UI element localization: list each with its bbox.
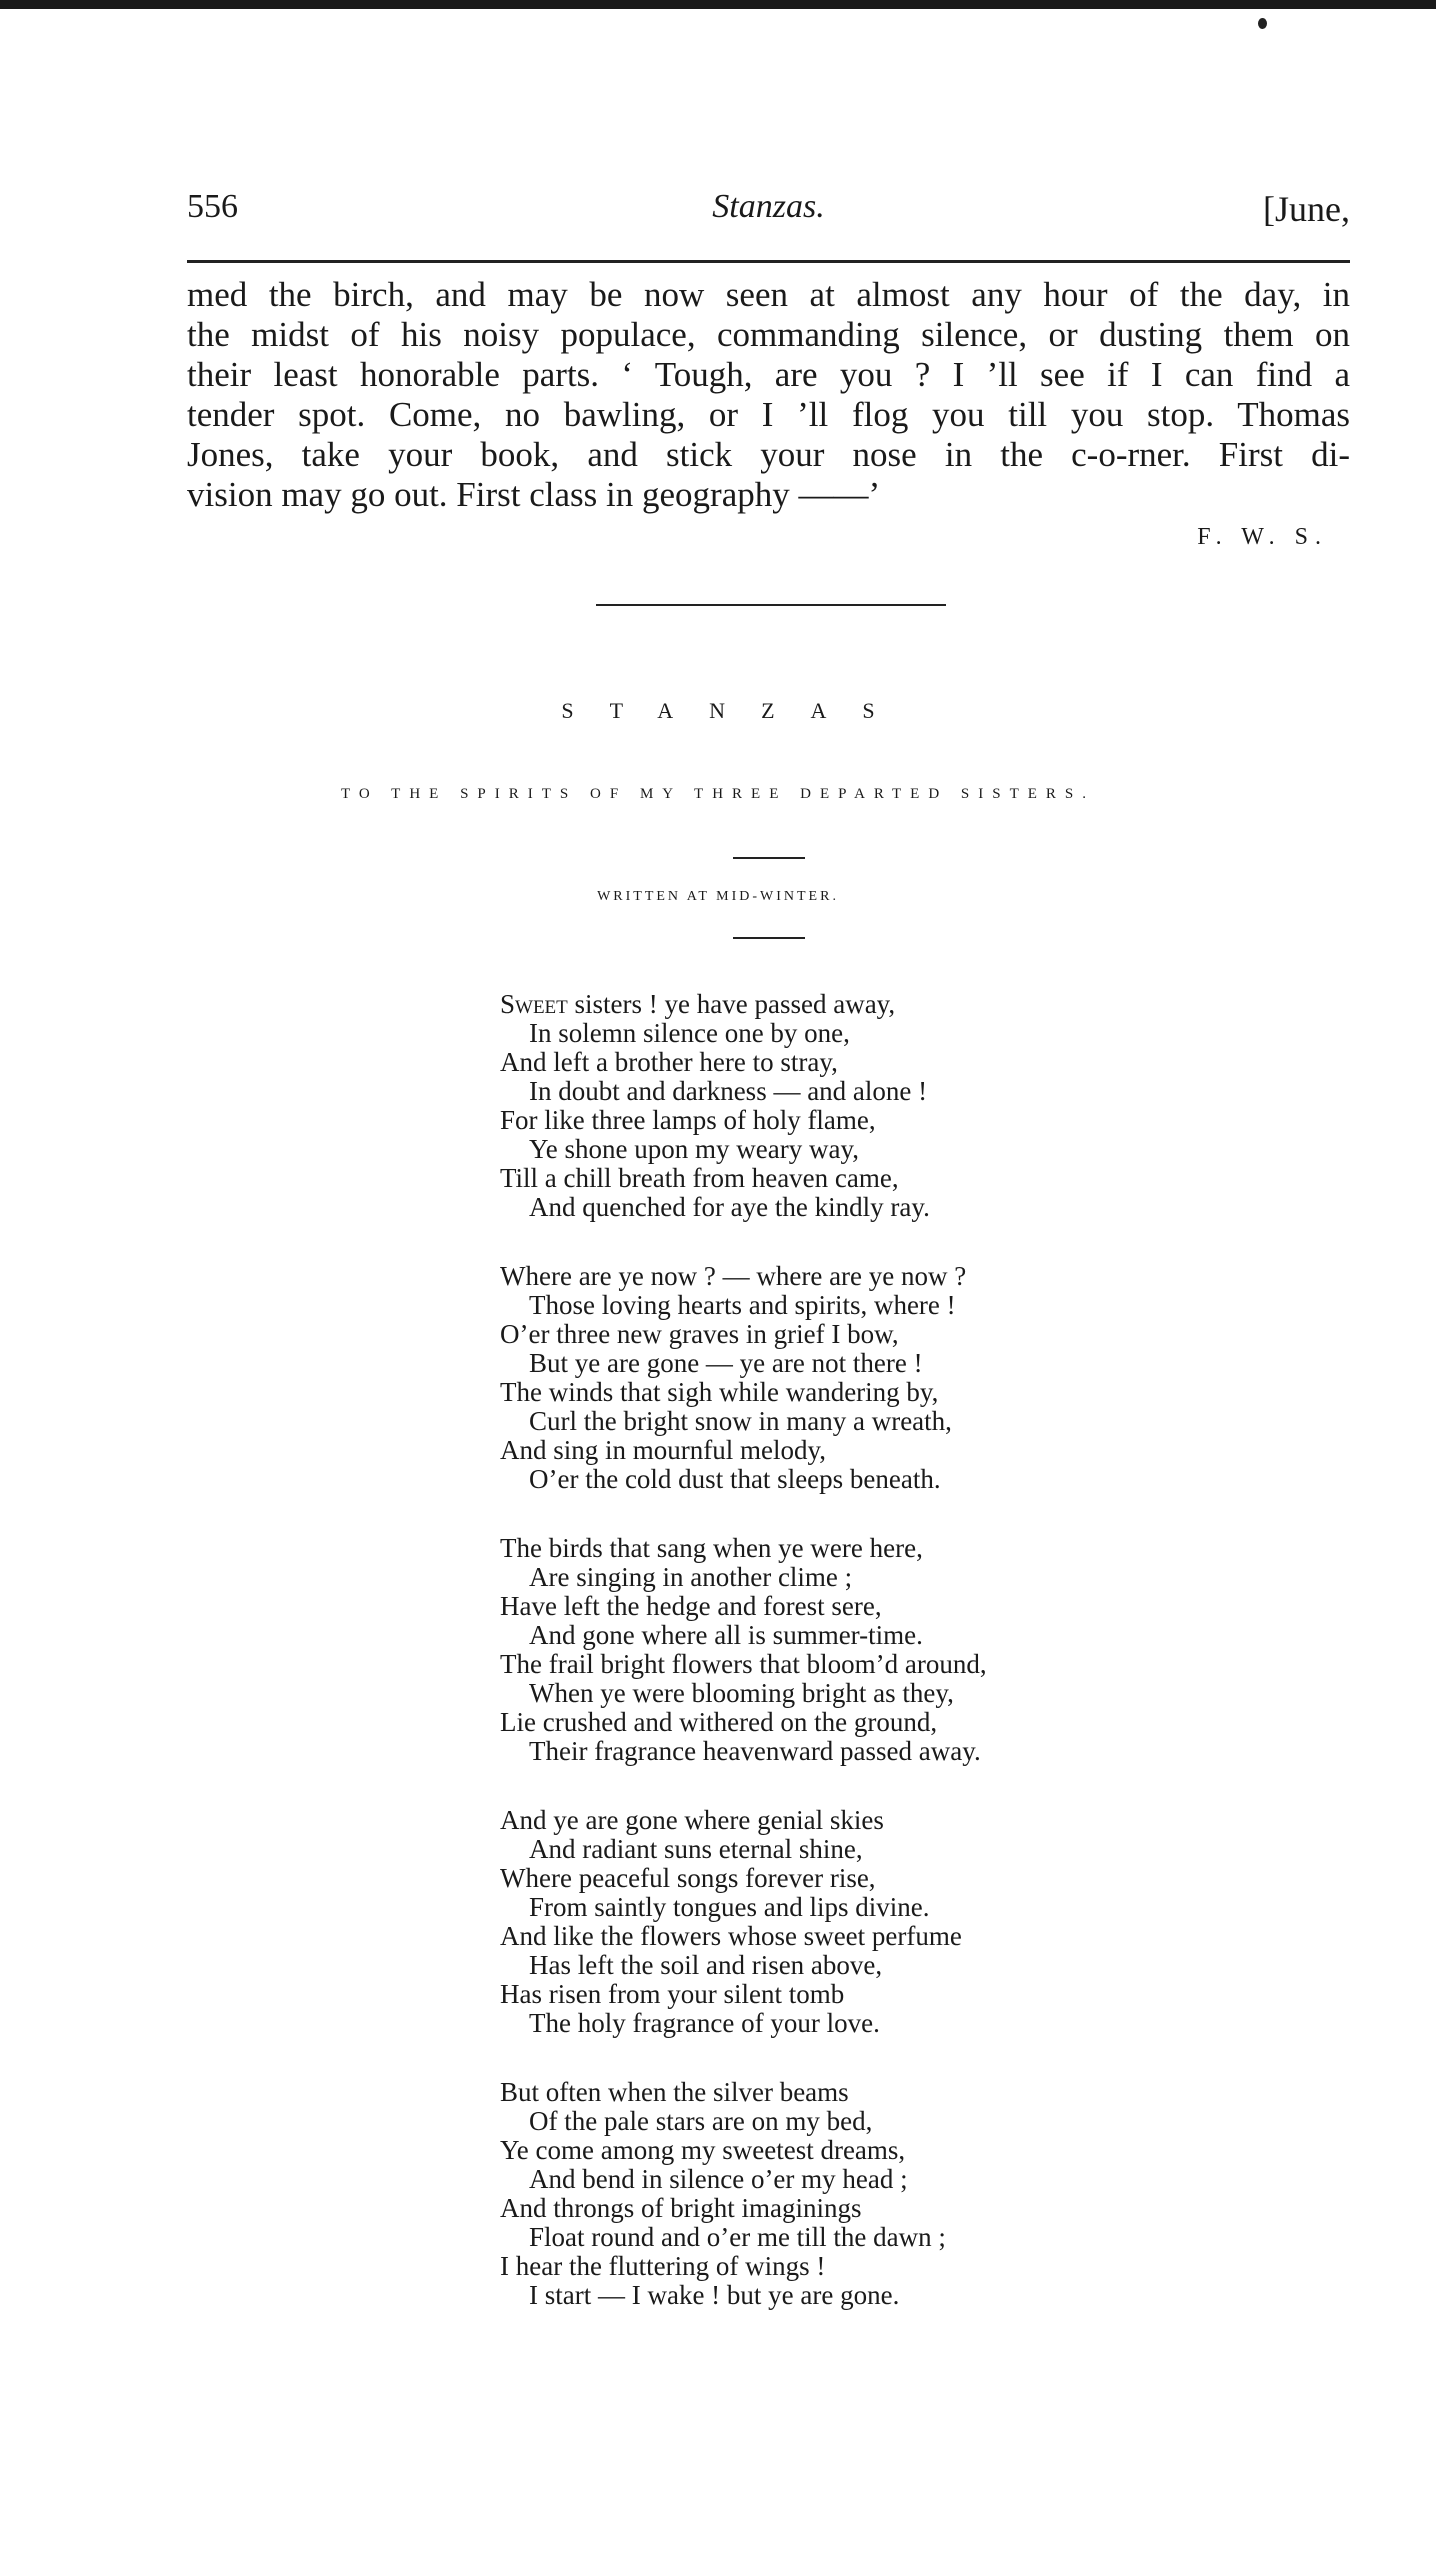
prose-line: their least honorable parts. ‘ Tough, are you ? I ’ll see if I can find a bbox=[187, 355, 1350, 394]
verse-line: For like three lamps of holy flame, bbox=[500, 1105, 876, 1135]
verse-line: In solemn silence one by one, bbox=[529, 1018, 850, 1048]
verse-line: From saintly tongues and lips divine. bbox=[529, 1892, 930, 1922]
verse-line: And radiant suns eternal shine, bbox=[529, 1834, 863, 1864]
verse-line: I start — I wake ! but ye are gone. bbox=[529, 2280, 900, 2310]
verse-line: The holy fragrance of your love. bbox=[529, 2008, 880, 2038]
section-divider bbox=[596, 604, 946, 606]
verse-line: When ye were blooming bright as they, bbox=[529, 1678, 954, 1708]
prose-line: med the birch, and may be now seen at almost any hour of the day, in bbox=[187, 275, 1350, 314]
stanza bbox=[500, 2078, 1200, 2310]
verse-line: Where peaceful songs forever rise, bbox=[500, 1863, 876, 1893]
prose-line: the midst of his noisy populace, commanding silence, or dusting them on bbox=[187, 315, 1350, 354]
verse-line: And like the flowers whose sweet perfume bbox=[500, 1921, 962, 1951]
prose-continuation bbox=[187, 275, 1350, 515]
author-signature: F. W. S. bbox=[1197, 524, 1328, 550]
prose-line: vision may go out. First class in geography ——’ bbox=[187, 475, 881, 514]
verse-line: I hear the fluttering of wings ! bbox=[500, 2251, 826, 2281]
verse-line: Those loving hearts and spirits, where ! bbox=[529, 1290, 956, 1320]
verse-line bbox=[500, 990, 1200, 1019]
verse-line: Where are ye now ? — where are ye now ? bbox=[500, 1261, 967, 1291]
scan-top-edge bbox=[0, 0, 1436, 9]
stanza bbox=[500, 1262, 1200, 1494]
verse-line: And left a brother here to stray, bbox=[500, 1047, 838, 1077]
prose-line: Jones, take your book, and stick your nose in the c-o-rner. First di- bbox=[187, 435, 1350, 474]
running-title: Stanzas. bbox=[712, 188, 825, 225]
stanza bbox=[500, 990, 1200, 1222]
stanza bbox=[500, 1534, 1200, 1766]
verse-line: Their fragrance heavenward passed away. bbox=[529, 1736, 981, 1766]
verse-line: The frail bright flowers that bloom’d around, bbox=[500, 1649, 987, 1679]
verse-line: O’er three new graves in grief I bow, bbox=[500, 1319, 899, 1349]
verse-line: In doubt and darkness — and alone ! bbox=[529, 1076, 928, 1106]
header-rule bbox=[187, 260, 1350, 263]
poem-subtitle: TO THE SPIRITS OF MY THREE DEPARTED SISTERS. bbox=[340, 786, 1096, 802]
verse-line: And quenched for aye the kindly ray. bbox=[529, 1192, 930, 1222]
verse-line: And ye are gone where genial skies bbox=[500, 1805, 884, 1835]
verse-line: But often when the silver beams bbox=[500, 2077, 849, 2107]
verse-line: But ye are gone — ye are not there ! bbox=[529, 1348, 923, 1378]
verse-line: Curl the bright snow in many a wreath, bbox=[529, 1406, 952, 1436]
running-month: [June, bbox=[1263, 189, 1350, 229]
verse-line: And throngs of bright imaginings bbox=[500, 2193, 862, 2223]
poem-body bbox=[500, 990, 1200, 2350]
verse-line: Ye come among my sweetest dreams, bbox=[500, 2135, 906, 2165]
poem-note: WRITTEN AT MID-WINTER. bbox=[597, 889, 839, 904]
verse-line: Of the pale stars are on my bed, bbox=[529, 2106, 873, 2136]
verse-line: And sing in mournful melody, bbox=[500, 1435, 826, 1465]
poem-title: STANZAS bbox=[561, 698, 911, 723]
verse-line: Has risen from your silent tomb bbox=[500, 1979, 845, 2009]
verse-line: The birds that sang when ye were here, bbox=[500, 1533, 923, 1563]
first-line-rest: sisters ! ye have passed away, bbox=[567, 989, 896, 1019]
verse-line: And bend in silence o’er my head ; bbox=[529, 2164, 908, 2194]
short-rule bbox=[733, 937, 805, 939]
verse-line: Are singing in another clime ; bbox=[529, 1562, 853, 1592]
stanza bbox=[500, 1806, 1200, 2038]
verse-line: Ye shone upon my weary way, bbox=[529, 1134, 859, 1164]
short-rule bbox=[733, 857, 805, 859]
verse-line: Have left the hedge and forest sere, bbox=[500, 1591, 882, 1621]
verse-line: Has left the soil and risen above, bbox=[529, 1950, 883, 1980]
verse-line: Till a chill breath from heaven came, bbox=[500, 1163, 899, 1193]
verse-line: And gone where all is summer-time. bbox=[529, 1620, 923, 1650]
verse-line: Float round and o’er me till the dawn ; bbox=[529, 2222, 946, 2252]
ink-speck bbox=[1258, 18, 1267, 29]
page-number: 556 bbox=[187, 188, 238, 225]
first-word: Sweet bbox=[500, 989, 568, 1019]
verse-line: Lie crushed and withered on the ground, bbox=[500, 1707, 938, 1737]
verse-line: O’er the cold dust that sleeps beneath. bbox=[529, 1464, 941, 1494]
running-header bbox=[187, 188, 1350, 238]
prose-line: tender spot. Come, no bawling, or I ’ll flog you till you stop. Thomas bbox=[187, 395, 1350, 434]
verse-line: The winds that sigh while wandering by, bbox=[500, 1377, 939, 1407]
